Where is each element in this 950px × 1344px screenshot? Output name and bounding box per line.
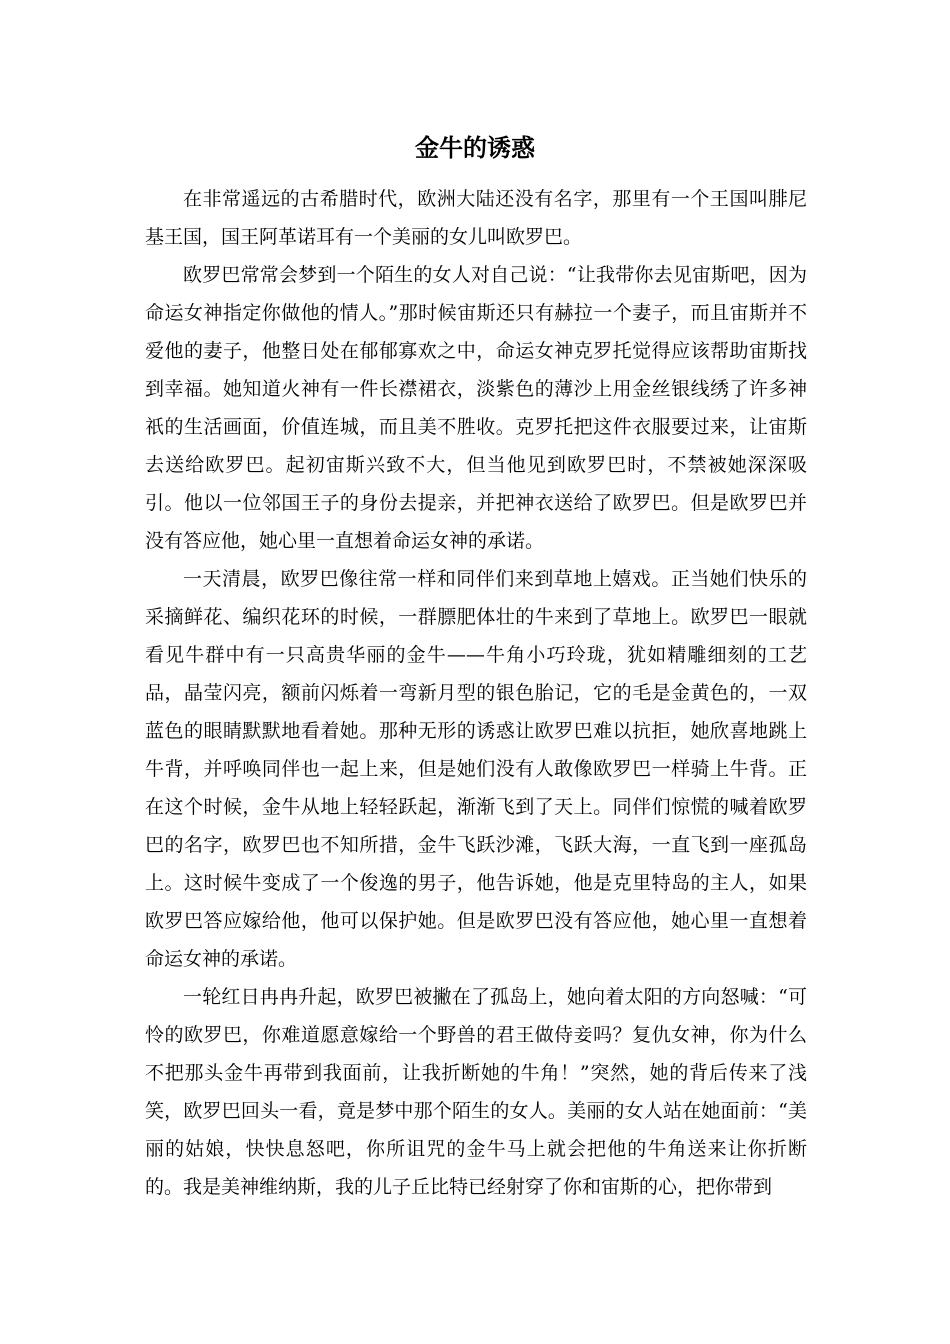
document-body bbox=[145, 180, 807, 1206]
document-title: 金牛的诱惑 bbox=[415, 133, 535, 162]
paragraph: 在非常遥远的古希腊时代，欧洲大陆还没有名字，那里有一个王国叫腓尼基王国，国王阿革诺耳有一个美丽的女儿叫欧罗巴。 bbox=[145, 188, 807, 248]
paragraph: 一天清晨，欧罗巴像往常一样和同伴们来到草地上嬉戏。正当她们快乐的采摘鲜花、编织花环的时候，一群膘肥体壮的牛来到了草地上。欧罗巴一眼就看见牛群中有一只高贵华丽的金牛——牛角小巧玲珑，犹如精雕细刻的工艺品，晶莹闪亮，额前闪烁着一弯新月型的银色胎记，它的毛是金黄色的，一双蓝色的眼睛默默地看着她。那种无形的诱惑让欧罗巴难以抗拒，她欣喜地跳上牛背，并呼唤同伴也一起上来，但是她们没有人敢像欧罗巴一样骑上牛背。正在这个时候，金牛从地上轻轻跃起，渐渐飞到了天上。同伴们惊慌的喊着欧罗巴的名字，欧罗巴也不知所措，金牛飞跃沙滩，飞跃大海，一直飞到一座孤岛上。这时候牛变成了一个俊逸的男子，他告诉她，他是克里特岛的主人，如果欧罗巴答应嫁给他，他可以保护她。但是欧罗巴没有答应他，她心里一直想着命运女神的承诺。 bbox=[145, 568, 807, 970]
paragraph: 欧罗巴常常会梦到一个陌生的女人对自己说：“让我带你去见宙斯吧，因为命运女神指定你做他的情人。”那时候宙斯还只有赫拉一个妻子，而且宙斯并不爱他的妻子，他整日处在郁郁寡欢之中，命运女神克罗托觉得应该帮助宙斯找到幸福。她知道火神有一件长襟裙衣，淡紫色的薄沙上用金丝银线绣了许多神祇的生活画面，价值连城，而且美不胜收。克罗托把这件衣服要过来，让宙斯去送给欧罗巴。起初宙斯兴致不大，但当他见到欧罗巴时，不禁被她深深吸引。他以一位邻国王子的身份去提亲，并把神衣送给了欧罗巴。但是欧罗巴并没有答应他，她心里一直想着命运女神的承诺。 bbox=[145, 264, 807, 552]
paragraph: 一轮红日冉冉升起，欧罗巴被撇在了孤岛上，她向着太阳的方向怒喊：“可怜的欧罗巴，你难道愿意嫁给一个野兽的君王做侍妾吗？复仇女神，你为什么不把那头金牛再带到我面前，让我折断她的牛角！”突然，她的背后传来了浅笑，欧罗巴回头一看，竟是梦中那个陌生的女人。美丽的女人站在她面前：“美丽的姑娘，快快息怒吧，你所诅咒的金牛马上就会把他的牛角送来让你折断的。我是美神维纳斯，我的儿子丘比特已经射穿了你和宙斯的心，把你带到 bbox=[145, 986, 807, 1198]
